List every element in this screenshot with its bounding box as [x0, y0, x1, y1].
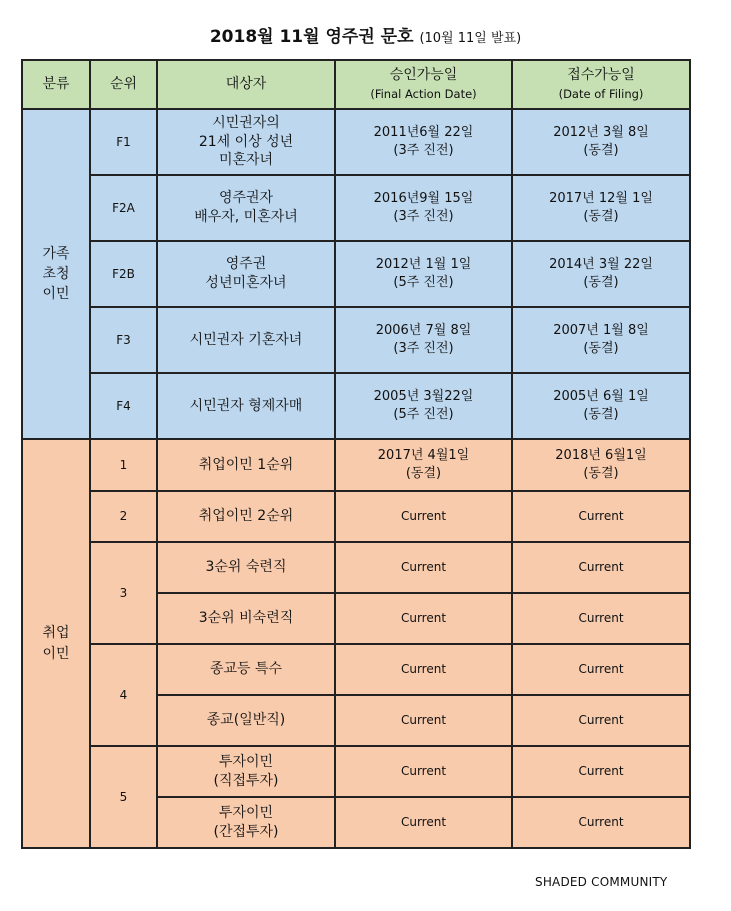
final-action-cell: 2017년 4월1일 (동결) [335, 439, 512, 491]
target-cell: 시민권자 기혼자녀 [157, 307, 335, 373]
final-action-cell: 2012년 1월 1일 (5주 진전) [335, 241, 512, 307]
target-cell: 3순위 비숙련직 [157, 593, 335, 644]
filing-cell: 2007년 1월 8일 (동결) [512, 307, 690, 373]
filing-cell: Current [512, 746, 690, 797]
filing-cell: Current [512, 542, 690, 593]
header-date-of-filing: 접수가능일 (Date of Filing) [512, 60, 690, 109]
filing-cell: 2018년 6월1일 (동결) [512, 439, 690, 491]
visa-bulletin-table [21, 59, 691, 849]
header-target: 대상자 [157, 60, 335, 109]
table-row [22, 241, 690, 307]
rank-cell: 5 [90, 746, 157, 848]
final-action-cell: Current [335, 644, 512, 695]
target-cell: 영주권자 배우자, 미혼자녀 [157, 175, 335, 241]
title-subtitle: (10월 11일 발표) [419, 31, 522, 46]
header-category: 분류 [22, 60, 90, 109]
rank-cell: 3 [90, 542, 157, 644]
final-action-cell: Current [335, 695, 512, 746]
table-header-row [22, 60, 690, 109]
target-cell: 취업이민 2순위 [157, 491, 335, 542]
target-cell: 시민권자의 21세 이상 성년 미혼자녀 [157, 109, 335, 175]
target-cell: 3순위 숙련직 [157, 542, 335, 593]
final-action-cell: 2005년 3월22일 (5주 진전) [335, 373, 512, 439]
table-row [22, 373, 690, 439]
target-cell: 투자이민 (직접투자) [157, 746, 335, 797]
header-final-action-date: 승인가능일 (Final Action Date) [335, 60, 512, 109]
target-cell: 영주권 성년미혼자녀 [157, 241, 335, 307]
target-cell: 종교(일반직) [157, 695, 335, 746]
target-cell: 취업이민 1순위 [157, 439, 335, 491]
rank-cell: F2A [90, 175, 157, 241]
final-action-cell: Current [335, 593, 512, 644]
target-cell: 종교등 특수 [157, 644, 335, 695]
table-row [22, 109, 690, 175]
final-action-cell: 2016년9월 15일 (3주 진전) [335, 175, 512, 241]
table-row [22, 439, 690, 491]
final-action-cell: 2006년 7월 8일 (3주 진전) [335, 307, 512, 373]
rank-cell: 1 [90, 439, 157, 491]
rank-cell: F2B [90, 241, 157, 307]
table-row [22, 746, 690, 797]
filing-cell: Current [512, 644, 690, 695]
table-row [22, 307, 690, 373]
final-action-cell: Current [335, 746, 512, 797]
filing-cell: 2005년 6월 1일 (동결) [512, 373, 690, 439]
final-action-cell: 2011년6월 22일 (3주 진전) [335, 109, 512, 175]
category-employment: 취업 이민 [22, 439, 90, 848]
rank-cell: F3 [90, 307, 157, 373]
category-family: 가족 초청 이민 [22, 109, 90, 439]
final-action-cell: Current [335, 542, 512, 593]
rank-cell: F1 [90, 109, 157, 175]
rank-cell: F4 [90, 373, 157, 439]
final-action-cell: Current [335, 797, 512, 848]
filing-cell: Current [512, 491, 690, 542]
target-cell: 투자이민 (간접투자) [157, 797, 335, 848]
footer-credit: SHADED COMMUNITY [535, 875, 668, 889]
target-cell: 시민권자 형제자매 [157, 373, 335, 439]
title-main: 2018월 11월 영주권 문호 [209, 27, 414, 47]
filing-cell: Current [512, 797, 690, 848]
rank-cell: 4 [90, 644, 157, 746]
filing-cell: Current [512, 593, 690, 644]
table-row [22, 175, 690, 241]
final-action-cell: Current [335, 491, 512, 542]
filing-cell: 2014년 3월 22일 (동결) [512, 241, 690, 307]
table-row [22, 644, 690, 695]
filing-cell: Current [512, 695, 690, 746]
header-rank: 순위 [90, 60, 157, 109]
table-row [22, 491, 690, 542]
page-title [0, 22, 731, 47]
filing-cell: 2012년 3월 8일 (동결) [512, 109, 690, 175]
rank-cell: 2 [90, 491, 157, 542]
table-row [22, 542, 690, 593]
filing-cell: 2017년 12월 1일 (동결) [512, 175, 690, 241]
